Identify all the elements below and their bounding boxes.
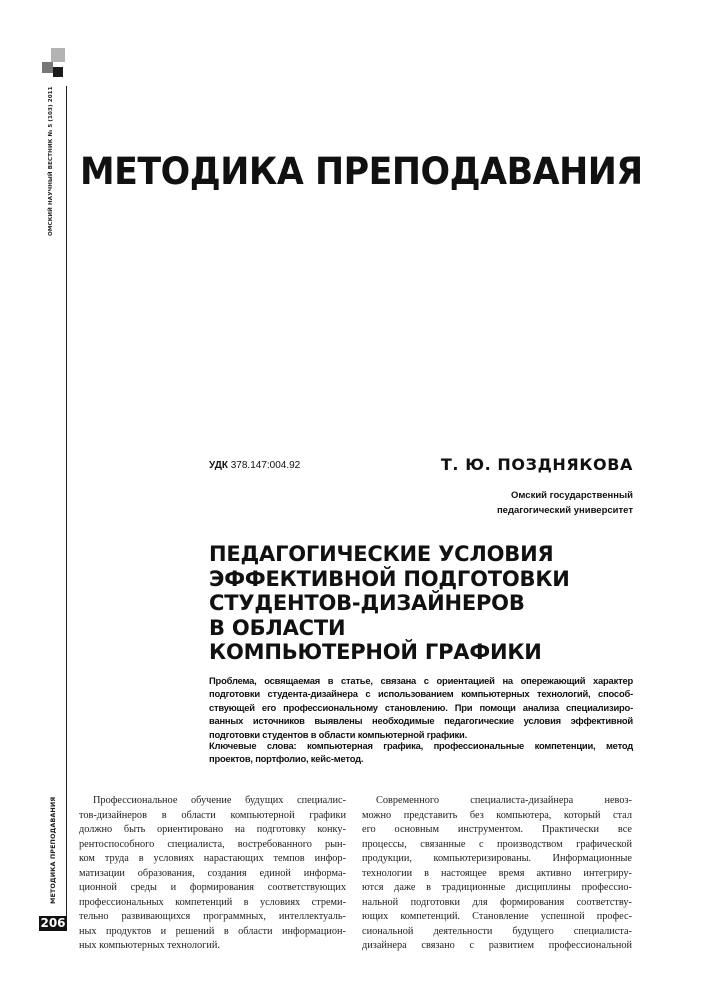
body-line: Профессиональное обучение будущих специалис- — [93, 795, 346, 806]
body-line: ются даже в традиционные дисциплины профессио- — [362, 882, 632, 893]
corner-square-mid — [42, 62, 53, 73]
section-title: МЕТОДИКА ПРЕПОДАВАНИЯ — [80, 150, 643, 193]
title-line: СТУДЕНТОВ-ДИЗАЙНЕРОВ — [209, 591, 525, 615]
body-line: ных компьютерных технологий. — [79, 940, 220, 951]
body-line: процессы, связанные с производством графической — [362, 838, 632, 850]
title-line: В ОБЛАСТИ — [209, 615, 346, 640]
body-line: продукции, компьютеризированы. Информационные — [362, 853, 632, 864]
body-column-left — [79, 794, 346, 954]
body-line: ных продуктов и решений в области информацион- — [79, 925, 346, 937]
affiliation-line: педагогический университет — [496, 505, 633, 516]
keywords-line: проектов, портфолио, кейс-метод. — [209, 753, 364, 765]
body-line: технологии в настоящее время активно интегриру- — [362, 867, 632, 879]
article-title — [209, 542, 570, 665]
vertical-rule — [66, 86, 67, 926]
section-running-head: МЕТОДИКА ПРЕПОДАВАНИЯ — [49, 796, 57, 904]
body-line: рентоспособного специалиста, востребованного рын- — [79, 838, 346, 850]
abstract-line: ванных источников выявлены необходимые педагогические условия эффективной — [209, 715, 633, 727]
body-line: ционной среды и формирования соответствующих — [79, 882, 346, 893]
body-line: должно быть ориентировано на подготовку конку- — [79, 824, 346, 835]
title-line: ПЕДАГОГИЧЕСКИЕ УСЛОВИЯ — [209, 542, 554, 566]
body-line: можно представить без компьютера, который стал — [362, 809, 632, 821]
affiliation — [497, 488, 633, 518]
corner-square-light — [51, 48, 65, 62]
body-line: тов-дизайнеров в области компьютерной графики — [79, 809, 346, 821]
abstract — [209, 674, 633, 741]
author-name: Т. Ю. ПОЗДНЯКОВА — [440, 455, 633, 474]
title-line: КОМПЬЮТЕРНОЙ ГРАФИКИ — [209, 640, 542, 664]
udc-code: 378.147:004.92 — [230, 460, 301, 471]
abstract-line: ствующей его профессиональному становлению. При помощи анализа специализиро- — [209, 701, 633, 713]
title-line: ЭФФЕКТИВНОЙ ПОДГОТОВКИ — [209, 566, 570, 591]
body-line: матизации образования, создания единой информа- — [79, 867, 346, 879]
body-line: Современного специалиста-дизайнера невоз- — [376, 795, 632, 806]
affiliation-line: Омский государственный — [511, 490, 633, 501]
body-line: профессиональных компетенций в условиях стреми- — [79, 896, 346, 908]
body-line: его основным инструментом. Практически все — [362, 824, 632, 835]
body-line: сиональной деятельности будущего специалиста- — [362, 925, 632, 937]
abstract-line: подготовки студентов в области компьютерной графики. — [209, 728, 467, 740]
udc-label: УДК — [209, 460, 228, 471]
body-line: ющих компетенций. Становление успешной профес- — [362, 911, 632, 922]
body-line: дизайнера связано с развитием профессиональной — [362, 940, 632, 951]
body-column-right — [362, 794, 632, 954]
journal-running-head: ОМСКИЙ НАУЧНЫЙ ВЕСТНИК № 5 (103) 2011 — [48, 86, 54, 236]
page-number: 206 — [40, 916, 66, 930]
udc — [209, 460, 300, 471]
body-line: ком труда в условиях нарастающих темпов инфор- — [79, 853, 346, 864]
keywords — [209, 739, 633, 766]
body-line: нальной подготовки для формирования соответству- — [362, 896, 632, 908]
abstract-line: подготовки студента-дизайнера с использованием компьютерных технологий, способ- — [209, 688, 633, 700]
body-line: тельно развивающихся программных, интеллектуаль- — [79, 911, 346, 922]
abstract-line: Проблема, освящаемая в статье, связана с ориентацией на опережающий характер — [209, 675, 633, 686]
keywords-line: Ключевые слова: компьютерная графика, профессиональные компетенции, метод — [209, 740, 633, 751]
corner-square-dark — [53, 67, 63, 77]
